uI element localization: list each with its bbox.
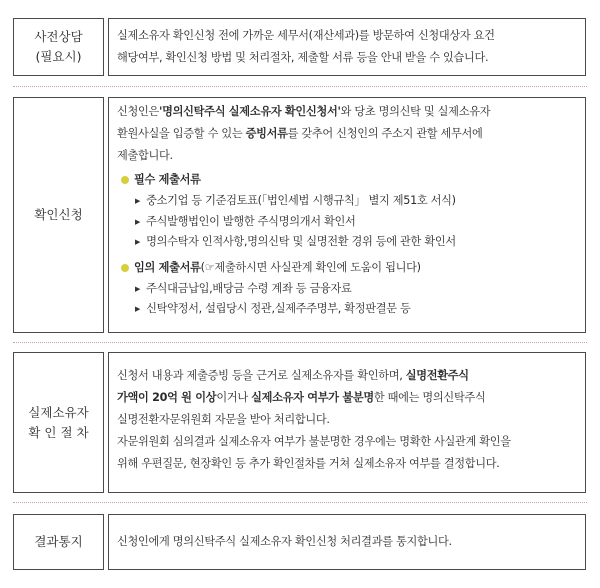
verify-1a: 신청서 내용과 제출증빙 등을 근거로 실제소유자를 확인하며, — [117, 369, 406, 382]
verify-2b: 이거나 — [216, 391, 252, 404]
apply-intro-2a: 환원사실을 입증할 수 있는 — [117, 127, 246, 140]
label-apply — [13, 97, 104, 333]
verify-line-5: 위해 우편질문, 현장확인 등 추가 확인절차를 거쳐 실제소유자 여부를 결정합니다. — [117, 457, 500, 470]
optional-docs-heading — [117, 257, 577, 279]
required-item-text-3: 명의수탁자 인적사항,명의신탁 및 실명전환 경위 등에 관한 확인서 — [146, 235, 456, 248]
verify-2a: 가액이 20억 원 이상 — [117, 391, 217, 404]
verify-1b: 실명전환주식 — [405, 369, 469, 382]
pre-consult-line-2: 해당여부, 확인신청 방법 및 처리절차, 제출할 서류 등을 안내 받을 수 있습니다. — [117, 51, 489, 64]
label-verify — [13, 352, 104, 493]
triangle-bullet-icon: ▶ — [135, 284, 141, 293]
yellow-dot-icon — [121, 264, 129, 272]
yellow-dot-icon — [121, 176, 129, 184]
label-pre-consult — [13, 18, 104, 76]
optional-item-text-2: 신탁약정서, 설립당시 정관,실제주주명부, 확정판결문 등 — [146, 302, 411, 315]
optional-item — [117, 279, 577, 300]
verify-line-2 — [117, 387, 577, 409]
optional-item — [117, 299, 577, 320]
verify-2c: 실제소유자 여부가 불분명 — [251, 391, 374, 404]
label-pre-consult-sub: (필요시) — [35, 49, 82, 64]
content-pre-consult — [108, 18, 586, 76]
content-verify — [108, 352, 586, 493]
triangle-bullet-icon: ▶ — [135, 305, 141, 313]
label-verify-title: 실제소유자 — [28, 404, 89, 420]
required-docs-heading — [117, 169, 577, 191]
apply-form-name: '명의신탁주식 실제소유자 확인신청서' — [159, 105, 341, 118]
separator-3 — [13, 502, 587, 503]
verify-2d: 한 때에는 명의신탁주식 — [373, 391, 486, 404]
required-item — [117, 191, 577, 212]
label-result-title: 결과통지 — [34, 534, 83, 549]
apply-evidence-docs: 증빙서류 — [245, 127, 288, 140]
label-verify-sub: 확 인 절 차 — [28, 424, 89, 440]
optional-docs-note: (☞제출하시면 사실관계 확인에 도움이 됩니다) — [200, 260, 421, 274]
triangle-bullet-icon: ▶ — [135, 238, 141, 246]
content-result — [108, 514, 586, 570]
label-result — [13, 514, 104, 570]
apply-intro-2c: 를 갖추어 신청인의 주소지 관할 세무서에 — [287, 127, 483, 140]
apply-intro-line-2 — [117, 123, 577, 145]
verify-line-4: 자문위원회 심의결과 실제소유자 여부가 불분명한 경우에는 명확한 사실관계 확인을 — [117, 435, 511, 448]
apply-intro-1a: 신청인은 — [117, 105, 160, 118]
label-apply-title: 확인신청 — [34, 207, 83, 222]
result-line: 신청인에게 명의신탁주식 실제소유자 확인신청 처리결과를 통지합니다. — [117, 535, 452, 548]
apply-intro-1c: 와 당초 명의신탁 및 실제소유자 — [340, 105, 491, 118]
pre-consult-line-1: 실제소유자 확인신청 전에 가까운 세무서(재산세과)를 방문하여 신청대상자 요건 — [117, 29, 495, 42]
required-item-text-2: 주식발행법인이 발행한 주식명의개서 확인서 — [146, 214, 356, 228]
apply-intro-line-1 — [117, 101, 577, 123]
verify-line-1 — [117, 365, 577, 387]
separator-1 — [13, 86, 587, 87]
triangle-bullet-icon: ▶ — [135, 217, 141, 226]
content-apply — [108, 97, 586, 333]
required-item — [117, 232, 577, 253]
optional-docs-title: 임의 제출서류 — [134, 260, 201, 274]
required-docs-title: 필수 제출서류 — [134, 173, 201, 186]
separator-2 — [13, 342, 587, 343]
required-item-text-1: 중소기업 등 기준검토표(「법인세법 시행규칙」 별지 제51호 서식) — [146, 194, 456, 207]
optional-item-text-1: 주식대금납입,배당금 수령 계좌 등 금융자료 — [146, 281, 352, 295]
apply-intro-line-3: 제출합니다. — [117, 149, 173, 162]
label-pre-consult-title: 사전상담 — [34, 29, 83, 44]
triangle-bullet-icon: ▶ — [135, 197, 141, 205]
verify-line-3: 실명전환자문위원회 자문을 받아 처리합니다. — [117, 413, 330, 426]
required-item — [117, 212, 577, 233]
